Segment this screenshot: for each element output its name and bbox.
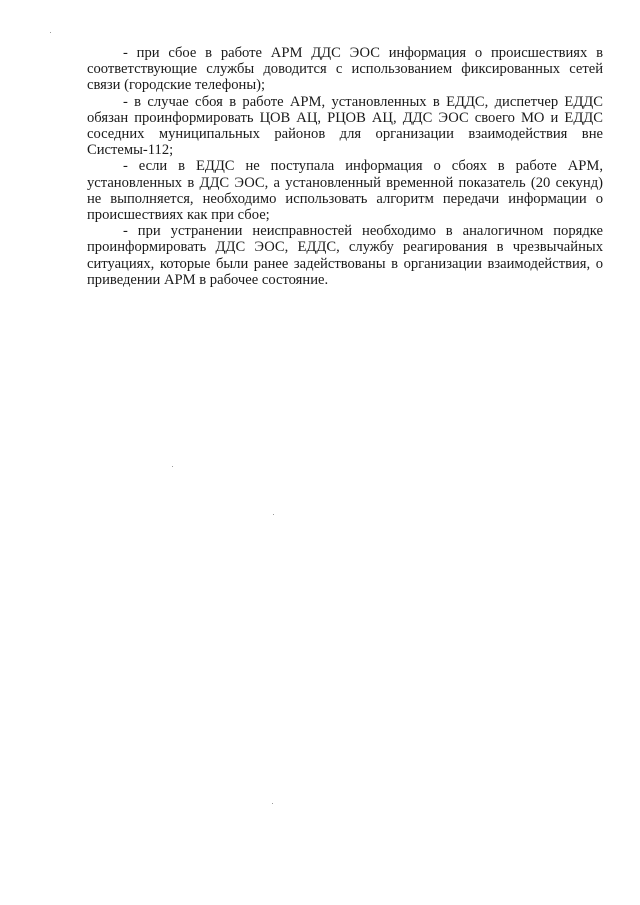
scan-speck [272, 803, 273, 804]
scan-speck [172, 466, 173, 467]
scan-speck [50, 32, 51, 33]
paragraph-no-failure-info: - если в ЕДДС не поступала информация о сбоях в работе АРМ, установленных в ДДС ЭОС, а установленный временной показатель (20 секунд) не выполняется, необходимо использовать алгоритм передачи информации о происшествиях как при сбое; [87, 158, 603, 224]
scan-speck [273, 514, 274, 515]
document-body [87, 45, 603, 288]
paragraph-edds-failure: - в случае сбоя в работе АРМ, установленных в ЕДДС, диспетчер ЕДДС обязан проинформировать ЦОВ АЦ, РЦОВ АЦ, ДДС ЭОС своего МО и ЕДДС соседних муниципальных районов для организации взаимодействия вне Системы-112; [87, 93, 603, 159]
paragraph-restoration: - при устранении неисправностей необходимо в аналогичном порядке проинформировать ДДС ЭОС, ЕДДС, службу реагирования в чрезвычайных ситуациях, которые были ранее задействованы в организации взаимодействия, о приведении АРМ в рабочее состояние. [87, 223, 603, 288]
paragraph-fixed-networks: - при сбое в работе АРМ ДДС ЭОС информация о происшествиях в соответствующие службы доводится с использованием фиксированных сетей связи (городские телефоны); [87, 45, 603, 94]
